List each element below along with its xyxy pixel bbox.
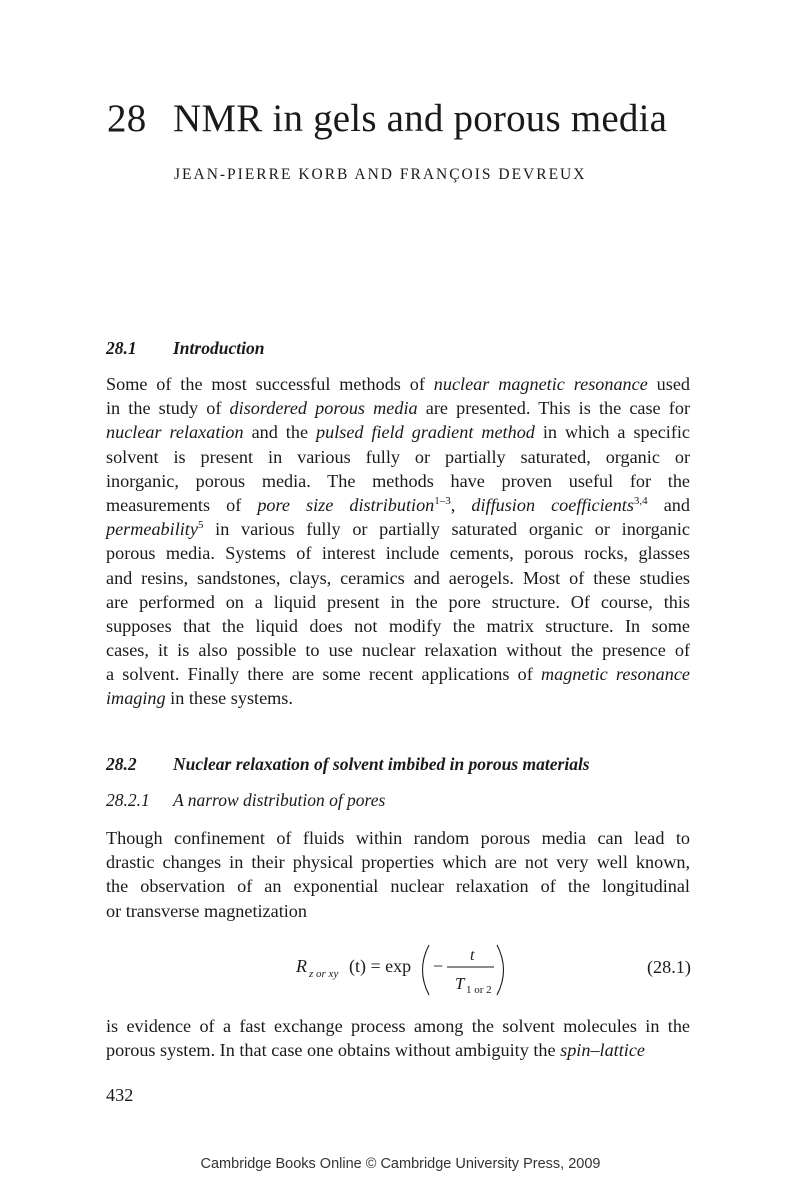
- text-line: [106, 372, 690, 396]
- eq-T: T: [455, 974, 465, 993]
- text-line: [106, 662, 690, 686]
- text-run: Though confinement of fluids within random porous media can lead to: [106, 828, 690, 848]
- chapter-authors: JEAN-PIERRE KORB AND FRANÇOIS DEVREUX: [174, 166, 587, 183]
- text-run: is evidence of a fast exchange process among the solvent molecules in the: [106, 1016, 690, 1036]
- section-title: Introduction: [173, 338, 265, 358]
- section-heading-2: [106, 754, 690, 776]
- subsection-number: 28.2.1: [106, 790, 150, 810]
- text-run: in these systems.: [165, 688, 293, 709]
- text-run: permeability: [106, 519, 198, 540]
- text-line: [106, 826, 690, 850]
- text-run: pulsed field gradient method: [316, 422, 535, 443]
- text-run: in various fully or partially saturated organic or inorganic: [203, 519, 690, 540]
- text-line: [106, 874, 690, 898]
- text-run: drastic changes in their physical properties which are not very well known,: [106, 852, 690, 873]
- text-run: solvent is present in various fully or partially saturated, organic or: [106, 446, 690, 467]
- text-run: magnetic resonance: [541, 664, 690, 685]
- section-title: Nuclear relaxation of solvent imbibed in porous materials: [173, 754, 590, 774]
- text-line: [106, 566, 690, 590]
- text-run: diffusion coefficients: [471, 494, 634, 515]
- text-line: [106, 541, 690, 565]
- text-line: [106, 1038, 690, 1062]
- text-run: porous system. In that case one obtains without ambiguity the: [106, 1040, 561, 1061]
- text-run: or transverse magnetization: [106, 900, 307, 921]
- eq-R-subscript: z or xy: [309, 968, 339, 980]
- eq-right-paren: [497, 945, 504, 995]
- equation-number: (28.1): [647, 957, 691, 977]
- equation-28-1: [296, 941, 516, 999]
- text-run: 5: [197, 519, 204, 532]
- text-run: measurements of: [106, 494, 258, 515]
- text-run: imaging: [106, 688, 166, 709]
- body-paragraph-2: [106, 826, 690, 923]
- text-run: are performed on a liquid present in the pore structure. Of course, this: [106, 591, 690, 612]
- section-number: 28.2: [106, 754, 137, 774]
- footer-copyright: Cambridge Books Online © Cambridge University Press, 2009: [200, 1156, 601, 1172]
- text-run: and resins, sandstones, clays, ceramics and aerogels. Most of these studies: [106, 567, 690, 588]
- eq-T-subscript: 1 or 2: [466, 984, 492, 996]
- text-line: [106, 614, 690, 638]
- text-line: [106, 850, 690, 874]
- text-line: [106, 899, 690, 923]
- text-line: [106, 1014, 690, 1038]
- text-run: Some of the most successful methods of: [106, 374, 434, 394]
- text-run: inorganic, porous media. The methods have proven useful for the: [106, 470, 690, 491]
- text-run: and: [647, 494, 690, 515]
- body-paragraph-3: [106, 1014, 690, 1062]
- subsection-title: A narrow distribution of pores: [173, 790, 386, 810]
- text-line: [106, 396, 690, 420]
- text-run: nuclear relaxation: [106, 422, 244, 443]
- eq-R: R: [296, 956, 307, 976]
- text-run: the observation of an exponential nuclear relaxation of the longitudinal: [106, 876, 690, 897]
- text-line: [106, 469, 690, 493]
- chapter-title-text: NMR in gels and porous media: [173, 97, 668, 140]
- eq-exp: (t) = exp: [349, 956, 412, 976]
- text-run: nuclear magnetic resonance: [433, 374, 648, 394]
- text-run: and the: [243, 422, 316, 443]
- section-heading-1: [106, 338, 690, 360]
- text-line: [106, 686, 690, 710]
- chapter-title: [107, 96, 667, 141]
- text-run: spin–lattice: [560, 1040, 645, 1061]
- text-run: 3,4: [633, 494, 648, 507]
- text-run: ,: [450, 494, 472, 515]
- chapter-number: 28: [107, 97, 147, 140]
- text-run: pore size distribution: [257, 494, 435, 515]
- text-run: disordered porous media: [229, 398, 418, 419]
- text-run: cases, it is also possible to use nuclear relaxation without the presence of: [106, 640, 690, 661]
- eq-numerator: t: [470, 947, 475, 964]
- text-line: [106, 493, 690, 517]
- text-run: are presented. This is the case for: [417, 398, 690, 419]
- text-line: [106, 445, 690, 469]
- text-run: a solvent. Finally there are some recent applications of: [106, 664, 542, 685]
- equation-graphic: [296, 941, 516, 999]
- text-run: in which a specific: [534, 422, 691, 443]
- text-run: 1–3: [434, 494, 451, 507]
- text-run: used: [647, 374, 691, 394]
- text-line: [106, 517, 690, 541]
- text-run: in the study of: [106, 398, 230, 419]
- text-run: supposes that the liquid does not modify the matrix structure. In some: [106, 615, 690, 636]
- intro-paragraph: [106, 372, 690, 711]
- text-run: porous media. Systems of interest include cements, porous rocks, glasses: [106, 543, 690, 564]
- text-line: [106, 590, 690, 614]
- subsection-heading: [106, 790, 690, 812]
- eq-left-paren: [423, 945, 430, 995]
- page-number: 432: [106, 1085, 134, 1105]
- section-number: 28.1: [106, 338, 137, 358]
- text-line: [106, 638, 690, 662]
- text-line: [106, 420, 690, 444]
- eq-minus: −: [433, 956, 444, 976]
